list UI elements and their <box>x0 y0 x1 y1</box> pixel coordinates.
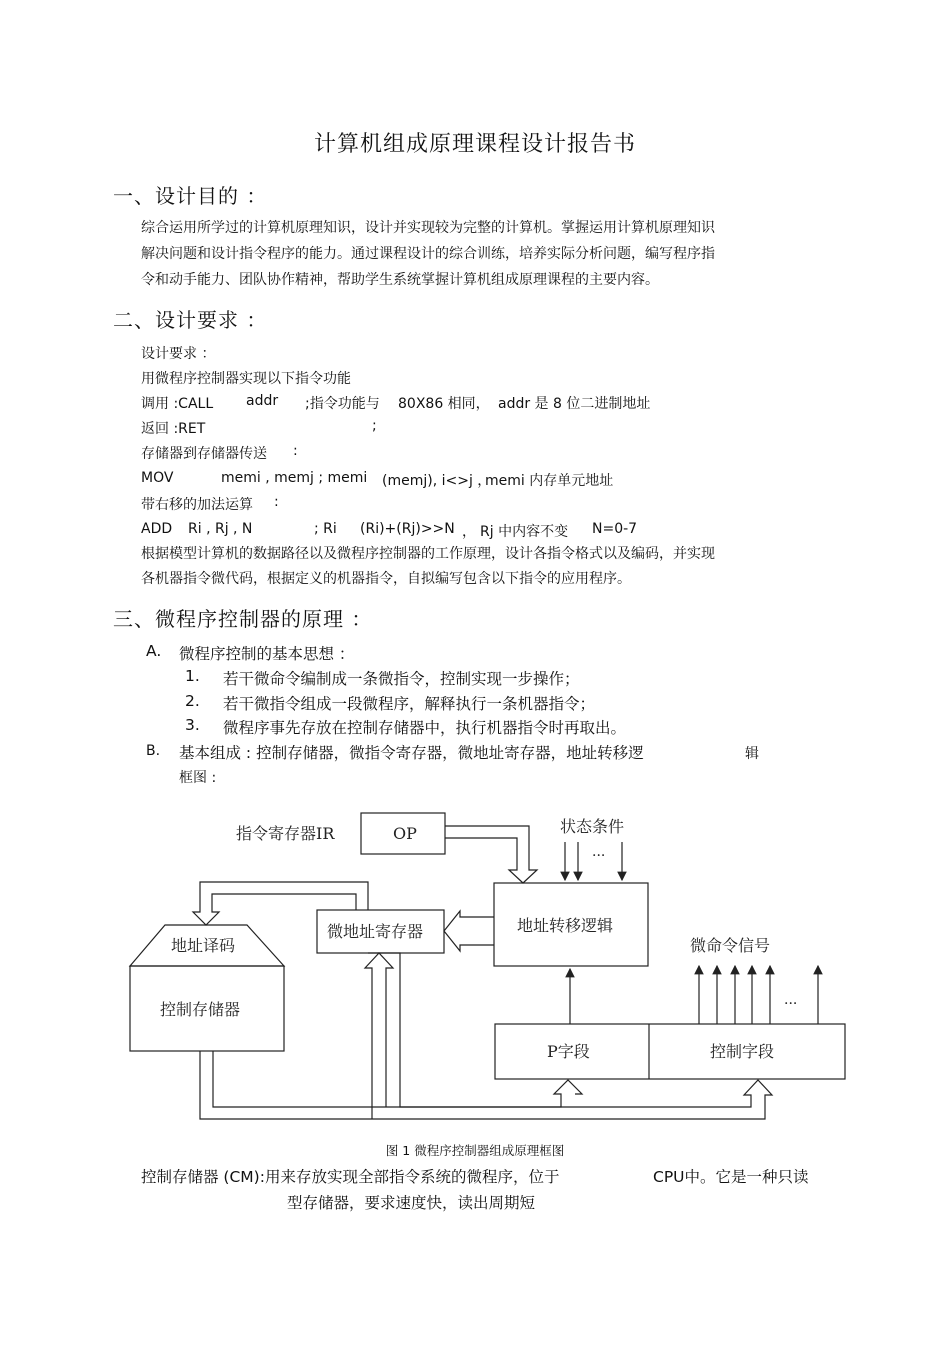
p-field-label: P字段 <box>547 1042 590 1061</box>
mem-transfer-title: 存储器到存储器传送 <box>141 446 267 462</box>
addr-logic-label: 地址转移逻辑 <box>517 916 614 935</box>
list-number: 1. <box>185 667 200 685</box>
section-2-tail: 根据模型计算机的数据路径以及微程序控制器的工作原理，设计各指令格式以及编码，并实现 <box>141 546 715 562</box>
mem-transfer-colon: : <box>293 443 298 459</box>
store-to-fields-arrow <box>200 1051 772 1119</box>
ret-semicolon: ; <box>372 418 377 434</box>
section-1-line: 解决问题和设计指令程序的能力。通过课程设计的综合训练，培养实际分析问题，编写程序指 <box>141 246 715 262</box>
item-a-label: A. <box>146 642 162 660</box>
call-label: 调用 :CALL <box>141 396 214 412</box>
call-comment: ;指令功能与 <box>305 396 380 412</box>
add-operands: Ri , Rj , N <box>188 521 253 537</box>
add-target: ; Ri <box>314 521 337 537</box>
requirement-intro: 用微程序控制器实现以下指令功能 <box>141 371 351 387</box>
section-2-heading: 二、设计要求 ： <box>113 308 268 332</box>
section-3-heading: 三、微程序控制器的原理 ： <box>113 607 373 631</box>
requirement-title: 设计要求 ： <box>141 346 216 362</box>
add-comma: ， <box>462 524 476 540</box>
add-comment: Rj 中内容不变 <box>480 524 569 540</box>
call-comment-2: 80X86 相同， <box>398 396 490 412</box>
op-to-logic-arrow <box>445 826 537 883</box>
list-number: 3. <box>185 716 200 734</box>
status-dots: ··· <box>592 848 606 864</box>
micro-addr-reg-label: 微地址寄存器 <box>327 922 424 941</box>
section-1-line: 综合运用所学过的计算机原理知识，设计并实现较为完整的计算机。掌握运用计算机原理知识 <box>141 220 715 236</box>
add-title: 带右移的加法运算 <box>141 497 253 513</box>
op-label: OP <box>393 824 417 843</box>
section-1-heading: 一、设计目的 ： <box>113 184 268 208</box>
mov-operands: memi , memj ; memi <box>221 470 368 486</box>
list-item: 若干微命令编制成一条微指令，控制实现一步操作； <box>223 670 580 688</box>
call-comment-3: addr 是 8 位二进制地址 <box>498 396 651 412</box>
figure-caption: 图 1 微程序控制器组成原理框图 <box>385 1143 565 1158</box>
cm-description-2: CPU中。它是一种只读 <box>653 1168 809 1186</box>
item-b-sub: 框图 : <box>179 770 217 786</box>
call-operand: addr <box>246 393 279 409</box>
item-b-tail: 辑 <box>745 746 759 762</box>
item-b-text: 基本组成 : 控制存储器，微指令寄存器，微地址寄存器，地址转移逻 <box>179 744 644 762</box>
mov-source: (memj), i<>j ， <box>382 473 492 489</box>
add-op: ADD <box>141 521 173 537</box>
ret-label: 返回 :RET <box>141 421 206 437</box>
list-item: 若干微指令组成一段微程序，解释执行一条机器指令； <box>223 695 596 713</box>
add-title-colon: : <box>274 494 279 510</box>
item-b-label: B. <box>146 743 161 759</box>
addr-decode-label: 地址译码 <box>171 936 236 955</box>
add-expression: (Ri)+(Rj)>>N <box>360 521 455 537</box>
ir-label: 指令寄存器IR <box>236 824 335 843</box>
cm-description: 控制存储器 (CM):用来存放实现全部指令系统的微程序，位于 <box>141 1168 560 1186</box>
micro-signal-label: 微命令信号 <box>690 936 771 955</box>
control-store-label: 控制存储器 <box>160 1000 241 1019</box>
status-label: 状态条件 <box>560 817 625 836</box>
add-range: N=0-7 <box>592 521 638 537</box>
mov-op: MOV <box>141 470 174 486</box>
mov-comment: memi 内存单元地址 <box>485 473 614 489</box>
section-2-tail: 各机器指令微代码，根据定义的机器指令，自拟编写包含以下指令的应用程序。 <box>141 571 631 587</box>
list-number: 2. <box>185 692 200 710</box>
control-field-label: 控制字段 <box>710 1042 775 1061</box>
list-item: 微程序事先存放在控制存储器中，执行机器指令时再取出。 <box>223 719 627 737</box>
section-1-line: 令和动手能力、团队协作精神，帮助学生系统掌握计算机组成原理课程的主要内容。 <box>141 272 659 288</box>
reg-to-decode-arrow <box>193 882 368 925</box>
logic-to-reg-arrow <box>444 911 494 951</box>
signal-dots: ··· <box>784 996 798 1012</box>
item-a-text: 微程序控制的基本思想 ： <box>179 645 355 663</box>
cm-description-3: 型存储器，要求速度快，读出周期短 <box>287 1194 536 1212</box>
page-title: 计算机组成原理课程设计报告书 <box>313 132 636 157</box>
